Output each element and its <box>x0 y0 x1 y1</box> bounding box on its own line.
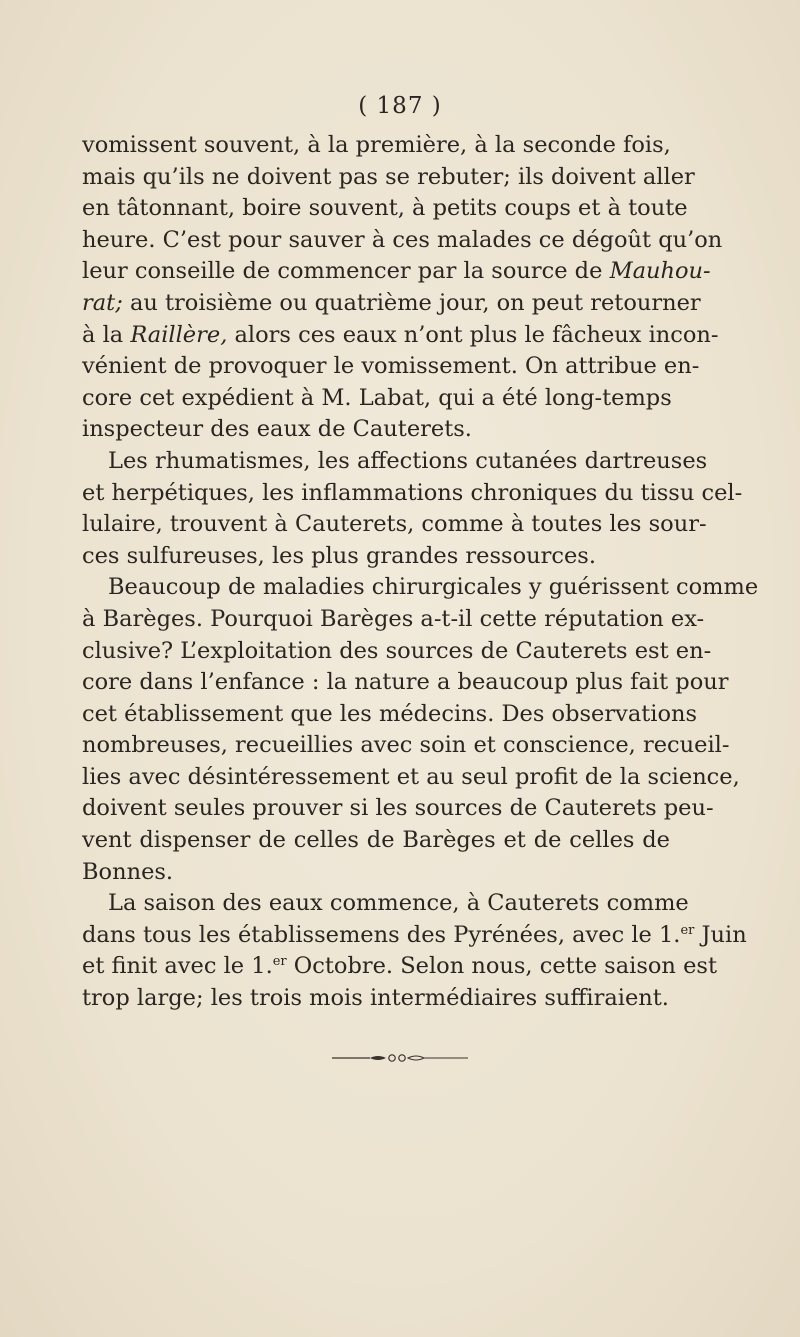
line-text: Juin <box>694 921 747 948</box>
line-text: Beaucoup de maladies chirurgicales y guérissent comme <box>108 574 759 601</box>
text-line <box>82 888 689 920</box>
line-text: core dans l’enfance : la nature a beaucoup plus fait pour <box>82 669 729 696</box>
line-text: doivent seules prouver si les sources de Cauterets peu- <box>82 795 714 822</box>
line-text: trop large; les trois mois intermédiaires suffiraient. <box>82 985 669 1012</box>
line-text: et finit avec le 1. <box>82 953 273 980</box>
italic-text: Raillère, <box>130 321 228 348</box>
line-text: leur conseille de commencer par la source de <box>82 258 610 285</box>
text-line <box>82 541 670 573</box>
text-line <box>82 383 670 415</box>
text-line <box>82 667 729 699</box>
text-line <box>82 351 700 383</box>
line-text: vent dispenser de celles de Barèges et de celles de <box>82 827 670 854</box>
line-text: inspecteur des eaux de Cauterets. <box>82 416 472 443</box>
line-text: vomissent souvent, à la première, à la seconde fois, <box>82 132 671 158</box>
text-line <box>82 414 670 446</box>
superscript: er <box>680 922 695 938</box>
italic-text: rat; <box>82 289 123 316</box>
ornament-divider-icon <box>0 1050 800 1069</box>
text-line <box>82 572 759 604</box>
text-line <box>82 162 695 194</box>
line-text: Octobre. Selon nous, cette saison est <box>286 953 717 980</box>
line-text: Bonnes. <box>82 858 174 885</box>
text-line <box>82 730 730 762</box>
text-line <box>82 130 670 162</box>
line-text: au troisième ou quatrième jour, on peut retourner <box>122 289 701 316</box>
line-text: clusive? L’exploitation des sources de Cauterets est en- <box>82 637 712 664</box>
text-line <box>82 225 723 257</box>
decorative-rule-icon <box>330 1051 470 1065</box>
text-line <box>82 762 740 794</box>
text-line <box>82 256 711 288</box>
text-line <box>82 193 688 225</box>
page-number: ( 187 ) <box>358 93 442 119</box>
line-text: alors ces eaux n’ont plus le fâcheux incon- <box>227 321 719 348</box>
line-text: Les rhumatismes, les affections cutanées dartreuses <box>108 447 708 474</box>
line-text: à la <box>82 321 131 348</box>
text-line <box>82 478 743 510</box>
line-text: core cet expédient à M. Labat, qui a été long-temps <box>82 384 672 411</box>
line-text: ces sulfureuses, les plus grandes ressources. <box>82 542 596 569</box>
line-text: heure. C’est pour sauver à ces malades ce dégoût qu’on <box>82 226 723 253</box>
body-text <box>82 130 759 1015</box>
text-line <box>82 699 698 731</box>
text-line <box>82 604 705 636</box>
text-line <box>82 951 717 983</box>
text-line <box>82 793 714 825</box>
line-text: mais qu’ils ne doivent pas se rebuter; ils doivent aller <box>82 163 695 190</box>
line-text: et herpétiques, les inflammations chroniques du tissu cel- <box>82 479 743 506</box>
line-text: La saison des eaux commence, à Cauterets comme <box>108 890 689 917</box>
superscript: er <box>272 954 287 970</box>
line-text: cet établissement que les médecins. Des observations <box>82 700 698 727</box>
line-text: nombreuses, recueillies avec soin et conscience, recueil- <box>82 732 730 759</box>
text-line <box>82 983 670 1015</box>
text-line <box>82 825 670 857</box>
line-text: dans tous les établissemens des Pyrénées, avec le 1. <box>82 921 681 948</box>
text-line <box>82 857 670 889</box>
text-line <box>82 288 701 320</box>
text-line <box>82 920 747 952</box>
text-line <box>82 636 712 668</box>
line-text: lies avec désintéressement et au seul profit de la science, <box>82 763 740 790</box>
line-text: en tâtonnant, boire souvent, à petits coups et à toute <box>82 195 688 222</box>
line-text: lulaire, trouvent à Cauterets, comme à toutes les sour- <box>82 511 707 538</box>
text-line <box>82 446 708 478</box>
line-text: vénient de provoquer le vomissement. On attribue en- <box>82 353 700 380</box>
line-text: à Barèges. Pourquoi Barèges a-t-il cette réputation ex- <box>82 605 705 632</box>
italic-text: Mauhou- <box>609 258 711 285</box>
text-line <box>82 320 719 352</box>
text-line <box>82 509 707 541</box>
